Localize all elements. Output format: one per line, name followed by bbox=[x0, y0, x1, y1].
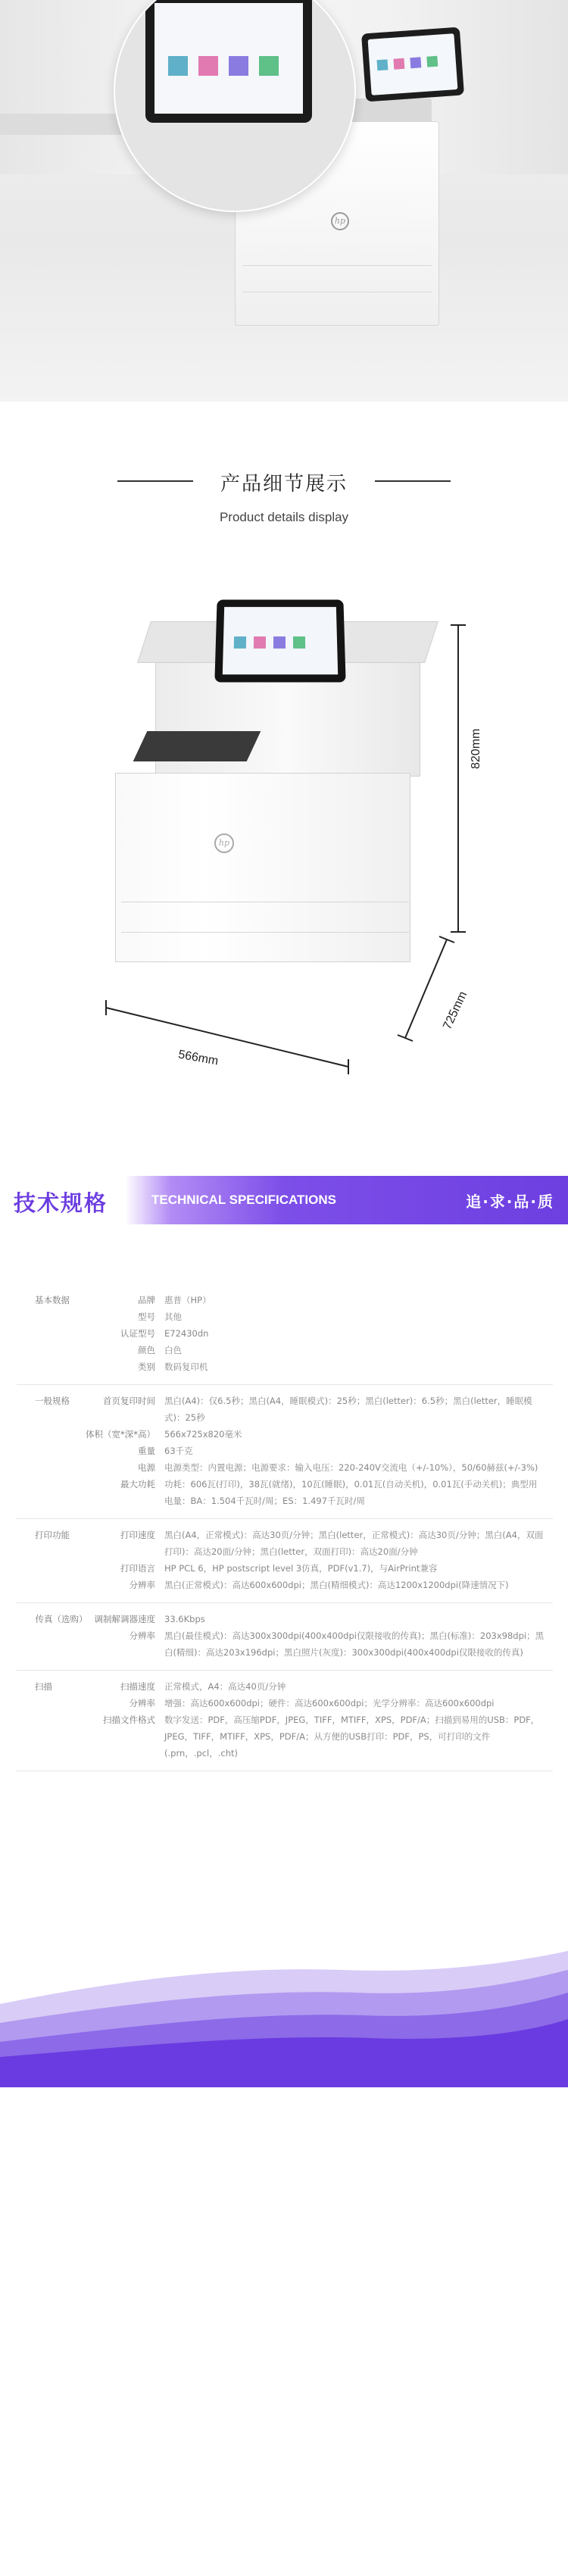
spec-value: 惠普（HP） bbox=[164, 1295, 211, 1305]
spec-row bbox=[17, 1476, 553, 1509]
spec-value: 黑白(正常模式)：高达600x600dpi；黑白(精细模式)：高达1200x1200dpi(降速情况下) bbox=[164, 1580, 509, 1590]
spec-value: 电源类型：内置电源；电源要求：输入电压：220-240V交流电（+/-10%），50/60赫兹(+/-3%) bbox=[164, 1462, 538, 1473]
spec-value: 其他 bbox=[164, 1311, 182, 1322]
spec-key: 调制解调器速度 bbox=[94, 1614, 155, 1624]
product-dimension-diagram bbox=[0, 576, 568, 1091]
spec-key: 型号 bbox=[138, 1311, 155, 1322]
paper-drawer bbox=[242, 265, 432, 295]
spec-value: 正常模式，A4：高达40页/分钟 bbox=[164, 1681, 286, 1692]
banner-subtitle: TECHNICAL SPECIFICATIONS bbox=[151, 1193, 336, 1207]
hero-image bbox=[0, 0, 568, 402]
spec-row bbox=[17, 1611, 553, 1627]
spec-key: 打印速度 bbox=[120, 1530, 155, 1540]
spec-group-label: 一般规格 bbox=[35, 1396, 70, 1406]
spec-value: 33.6Kbps bbox=[164, 1614, 205, 1624]
spec-key: 打印语言 bbox=[120, 1563, 155, 1574]
spec-group-label: 扫描 bbox=[35, 1681, 52, 1692]
spec-value: 黑白(A4)：仅6.5秒；黑白(A4，睡眠模式)：25秒；黑白(letter)：6.5秒；黑白(letter，睡眠模式)：25秒 bbox=[164, 1396, 532, 1423]
spec-key: 首页复印时间 bbox=[103, 1396, 155, 1406]
spec-row bbox=[17, 1459, 553, 1476]
spec-value: 黑白(最佳模式)：高达300x300dpi(400x400dpi仅限接收的传真)；黑白(标准)：203x98dpi；黑白(精细)：高达203x196dpi；黑白照片(灰度)：300x300dpi(400x400dpi仅限接收的传真) bbox=[164, 1630, 545, 1658]
spec-value: 566x725x820毫米 bbox=[164, 1429, 242, 1440]
spec-key: 重量 bbox=[138, 1446, 155, 1456]
spec-row bbox=[17, 1577, 553, 1593]
spec-key: 扫描速度 bbox=[120, 1681, 155, 1692]
spec-row bbox=[17, 1627, 553, 1661]
width-label: 566mm bbox=[177, 1048, 220, 1068]
hp-logo-icon: hp bbox=[214, 833, 234, 853]
spec-row bbox=[17, 1393, 553, 1426]
height-label: 820mm bbox=[470, 728, 482, 769]
spec-key: 扫描文件格式 bbox=[103, 1715, 155, 1725]
spec-value: E72430dn bbox=[164, 1328, 209, 1339]
spec-key: 类别 bbox=[138, 1361, 155, 1372]
dimension-lines bbox=[0, 576, 568, 1091]
spec-value: 增强：高达600x600dpi；硬件：高达600x600dpi；光学分辨率：高达600x600dpi bbox=[164, 1698, 495, 1708]
banner-title: 技术规格 bbox=[14, 1190, 108, 1216]
spec-key: 最大功耗 bbox=[120, 1479, 155, 1490]
control-panel-closeup bbox=[145, 0, 312, 123]
control-panel-screen-icon bbox=[361, 27, 464, 102]
spec-group-label: 传真（选购） bbox=[35, 1614, 88, 1624]
spec-row bbox=[17, 1358, 553, 1375]
spec-key: 品牌 bbox=[138, 1295, 155, 1305]
spec-row bbox=[17, 1695, 553, 1712]
section-heading bbox=[0, 468, 568, 525]
spec-row bbox=[17, 1712, 553, 1762]
spec-value: 黑白(A4，正常模式)：高达30页/分钟；黑白(letter，正常模式)：高达30页/分钟；黑白(A4，双面打印)：高达20面/分钟；黑白(letter，双面打印)：高达20面/分钟 bbox=[164, 1530, 544, 1557]
decorative-wave bbox=[0, 1936, 568, 2087]
tech-spec-banner bbox=[0, 1176, 568, 1224]
section-subtitle: Product details display bbox=[219, 510, 349, 524]
section-title: 产品细节展示 bbox=[220, 473, 348, 496]
paper-drawer bbox=[242, 292, 432, 322]
spec-row bbox=[17, 1678, 553, 1695]
spec-row bbox=[17, 1308, 553, 1325]
spec-row bbox=[17, 1560, 553, 1577]
spec-value: 63千克 bbox=[164, 1446, 193, 1456]
spec-key: 分辨率 bbox=[129, 1580, 155, 1590]
spec-value: HP PCL 6，HP postscript level 3仿真，PDF(v1.7)，与AirPrint兼容 bbox=[164, 1563, 438, 1574]
spec-row bbox=[17, 1443, 553, 1459]
spec-group-label: 基本数据 bbox=[35, 1295, 70, 1305]
spec-value: 数字发送：PDF，高压缩PDF，JPEG，TIFF，MTIFF，XPS，PDF/A；扫描到易用的USB：PDF，JPEG，TIFF，MTIFF，XPS，PDF/A；从方便的USB打印：PDF，PS，可打印的文件(.prn，.pcl，.cht) bbox=[164, 1715, 540, 1758]
spec-key: 分辨率 bbox=[129, 1630, 155, 1641]
spec-group-general bbox=[17, 1385, 553, 1519]
spec-group-print bbox=[17, 1519, 553, 1603]
spec-table bbox=[17, 1284, 553, 1771]
spec-group-fax bbox=[17, 1603, 553, 1671]
spec-key: 颜色 bbox=[138, 1345, 155, 1355]
hp-logo-icon: hp bbox=[331, 212, 349, 230]
spec-row bbox=[17, 1426, 553, 1443]
spec-value: 数码复印机 bbox=[164, 1361, 208, 1372]
spec-key: 认证型号 bbox=[120, 1328, 155, 1339]
spec-row bbox=[17, 1342, 553, 1358]
spec-row bbox=[17, 1292, 553, 1308]
spec-key: 电源 bbox=[138, 1462, 155, 1473]
spec-group-scan bbox=[17, 1671, 553, 1771]
depth-label: 725mm bbox=[441, 989, 470, 1032]
spec-row bbox=[17, 1325, 553, 1342]
spec-group-basic bbox=[17, 1284, 553, 1385]
heading-divider bbox=[375, 480, 451, 482]
spec-value: 白色 bbox=[164, 1345, 182, 1355]
spec-key: 体积（宽*深*高） bbox=[86, 1429, 155, 1440]
spec-value: 功耗：606瓦(打印)，38瓦(就绪)，10瓦(睡眠)，0.01瓦(自动关机)，0.01瓦(手动关机)；典型用电量：BA：1.504千瓦时/周；ES：1.497千瓦时/周 bbox=[164, 1479, 538, 1506]
banner-motto: 追·求·品·质 bbox=[466, 1193, 554, 1211]
spec-row bbox=[17, 1527, 553, 1560]
spec-key: 分辨率 bbox=[129, 1698, 155, 1708]
spec-group-label: 打印功能 bbox=[35, 1530, 70, 1540]
heading-divider bbox=[117, 480, 193, 482]
